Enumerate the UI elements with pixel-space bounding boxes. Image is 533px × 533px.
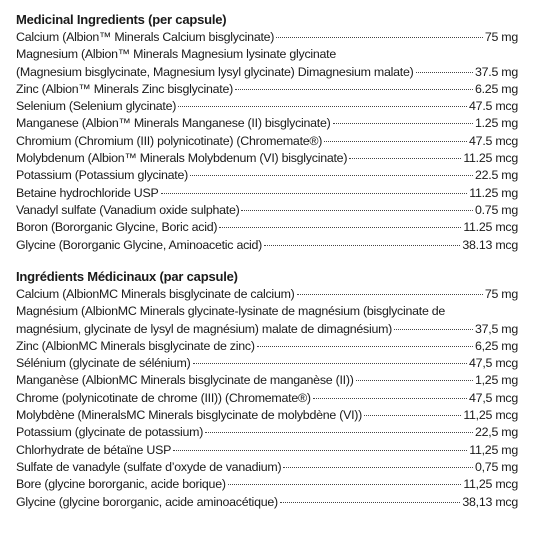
ingredient-amount: 11.25 mg	[469, 185, 518, 200]
ingredient-name: Zinc (AlbionMC Minerals bisglycinate de zinc)	[16, 338, 255, 353]
ingredient-amount: 11,25 mcg	[463, 408, 518, 423]
ingredient-row	[16, 98, 518, 115]
ingredient-name: Calcium (Albion™ Minerals Calcium bisglycinate)	[16, 30, 275, 44]
dot-leader	[356, 380, 473, 381]
ingredient-row	[16, 459, 518, 476]
ingredient-amount: 11,25 mcg	[463, 477, 518, 492]
ingredient-amount: 11.25 mcg	[463, 220, 518, 235]
ingredient-row	[16, 237, 518, 254]
french-heading: Ingrédients Médicinaux (par capsule)	[16, 269, 238, 284]
ingredient-name: Glycine (Bororganic Glycine, Aminoacetic acid)	[16, 237, 263, 252]
ingredient-amount: 75 mg	[484, 30, 518, 44]
ingredient-name: Potassium (Potassium glycinate)	[16, 168, 188, 183]
ingredient-row	[16, 424, 518, 441]
english-ingredient-list	[16, 29, 518, 254]
ingredient-amount: 38.13 mcg	[462, 237, 518, 252]
dot-leader	[324, 141, 467, 142]
ingredient-amount: 1.25 mg	[474, 116, 518, 131]
ingredient-amount: 11,25 mg	[469, 442, 518, 457]
dot-leader	[297, 294, 483, 295]
ingredient-name: Glycine (glycine bororganic, acide aminoacétique)	[16, 494, 278, 509]
ingredient-row	[16, 202, 518, 219]
french-ingredient-list	[16, 286, 518, 511]
dot-leader	[394, 329, 473, 330]
dot-leader	[364, 415, 461, 416]
ingredient-row	[16, 355, 518, 372]
ingredient-row	[16, 338, 518, 355]
ingredient-name: Magnésium (AlbionMC Minerals glycinate-lysinate de magnésium (bisglycinate de	[16, 304, 446, 319]
ingredient-row	[16, 219, 518, 236]
ingredient-name: Selenium (Selenium glycinate)	[16, 99, 177, 114]
english-ingredients-panel	[16, 11, 518, 254]
dot-leader	[228, 484, 462, 485]
ingredient-name-continuation: magnésium, glycinate de lysyl de magnésium) malate de dimagnésium)	[16, 321, 393, 336]
ingredient-name: Potassium (glycinate de potassium)	[16, 425, 204, 440]
dot-leader	[264, 245, 460, 246]
ingredient-row	[16, 185, 518, 202]
dot-leader	[257, 346, 473, 347]
ingredient-name: Calcium (AlbionMC Minerals bisglycinate de calcium)	[16, 287, 295, 301]
ingredient-row	[16, 390, 518, 407]
ingredient-name: Magnesium (Albion™ Minerals Magnesium lysinate glycinate	[16, 47, 337, 62]
ingredient-name: Chromium (Chromium (III) polynicotinate) (Chromemate®)	[16, 133, 323, 148]
ingredient-amount: 47,5 mcg	[469, 356, 518, 371]
ingredient-name: Chrome (polynicotinate de chrome (III)) (Chromemate®)	[16, 390, 311, 405]
ingredient-name-continuation: (Magnesium bisglycinate, Magnesium lysyl glycinate) Dimagnesium malate)	[16, 64, 414, 79]
dot-leader	[193, 363, 468, 364]
dot-leader	[205, 432, 473, 433]
ingredient-name: Manganese (Albion™ Minerals Manganese (II) bisglycinate)	[16, 116, 331, 131]
dot-leader	[173, 450, 467, 451]
ingredient-amount: 47.5 mcg	[469, 99, 518, 114]
ingredient-row	[16, 286, 518, 303]
ingredient-name: Manganèse (AlbionMC Minerals bisglycinate de manganèse (II))	[16, 373, 354, 388]
ingredient-name: Zinc (Albion™ Minerals Zinc bisglycinate)	[16, 81, 233, 96]
ingredient-name: Sélénium (glycinate de sélénium)	[16, 356, 191, 371]
ingredient-amount: 11.25 mcg	[463, 151, 518, 166]
dot-leader	[280, 502, 461, 503]
ingredient-name: Sulfate de vanadyle (sulfate d’oxyde de vanadium)	[16, 459, 282, 474]
dot-leader	[235, 89, 473, 90]
ingredient-row	[16, 321, 518, 338]
dot-leader	[161, 193, 468, 194]
dot-leader	[219, 227, 461, 228]
ingredient-amount: 0.75 mg	[474, 202, 518, 217]
french-ingredients-panel	[16, 268, 518, 511]
dot-leader	[333, 123, 473, 124]
dot-leader	[416, 72, 473, 73]
ingredient-name: Bore (glycine bororganic, acide borique)	[16, 477, 226, 492]
ingredient-amount: 22.5 mg	[474, 168, 518, 183]
ingredient-row	[16, 494, 518, 511]
ingredient-row	[16, 407, 518, 424]
dot-leader	[276, 37, 483, 38]
ingredient-row	[16, 150, 518, 167]
ingredient-name: Betaine hydrochloride USP	[16, 185, 159, 200]
ingredient-row	[16, 115, 518, 132]
ingredient-name: Chlorhydrate de bétaïne USP	[16, 442, 172, 457]
english-heading: Medicinal Ingredients (per capsule)	[16, 12, 227, 27]
ingredient-amount: 22,5 mg	[474, 425, 518, 440]
ingredient-name: Molybdenum (Albion™ Minerals Molybdenum (VI) bisglycinate)	[16, 151, 348, 166]
ingredient-name: Molybdène (MineralsMC Minerals bisglycinate de molybdène (VI))	[16, 408, 363, 423]
ingredient-row	[16, 167, 518, 184]
dot-leader	[241, 210, 472, 211]
ingredient-name: Vanadyl sulfate (Vanadium oxide sulphate)	[16, 202, 240, 217]
ingredient-row	[16, 29, 518, 46]
dot-leader	[313, 398, 467, 399]
ingredient-row	[16, 476, 518, 493]
ingredient-row	[16, 133, 518, 150]
ingredient-amount: 1,25 mg	[474, 373, 518, 388]
dot-leader	[178, 106, 467, 107]
dot-leader	[190, 175, 473, 176]
ingredient-amount: 6.25 mg	[474, 81, 518, 96]
ingredient-row	[16, 81, 518, 98]
ingredient-amount: 37.5 mg	[474, 64, 518, 79]
ingredient-amount: 37,5 mg	[474, 321, 518, 336]
ingredient-amount: 6,25 mg	[474, 338, 518, 353]
ingredient-amount: 47.5 mcg	[469, 133, 518, 148]
ingredient-row	[16, 64, 518, 81]
ingredient-amount: 47,5 mcg	[469, 390, 518, 405]
ingredient-amount: 75 mg	[484, 287, 518, 301]
ingredient-row	[16, 372, 518, 389]
dot-leader	[349, 158, 461, 159]
dot-leader	[283, 467, 473, 468]
ingredient-amount: 0,75 mg	[474, 459, 518, 474]
ingredient-row	[16, 442, 518, 459]
ingredient-amount: 38,13 mcg	[462, 494, 518, 509]
ingredient-name: Boron (Bororganic Glycine, Boric acid)	[16, 220, 218, 235]
